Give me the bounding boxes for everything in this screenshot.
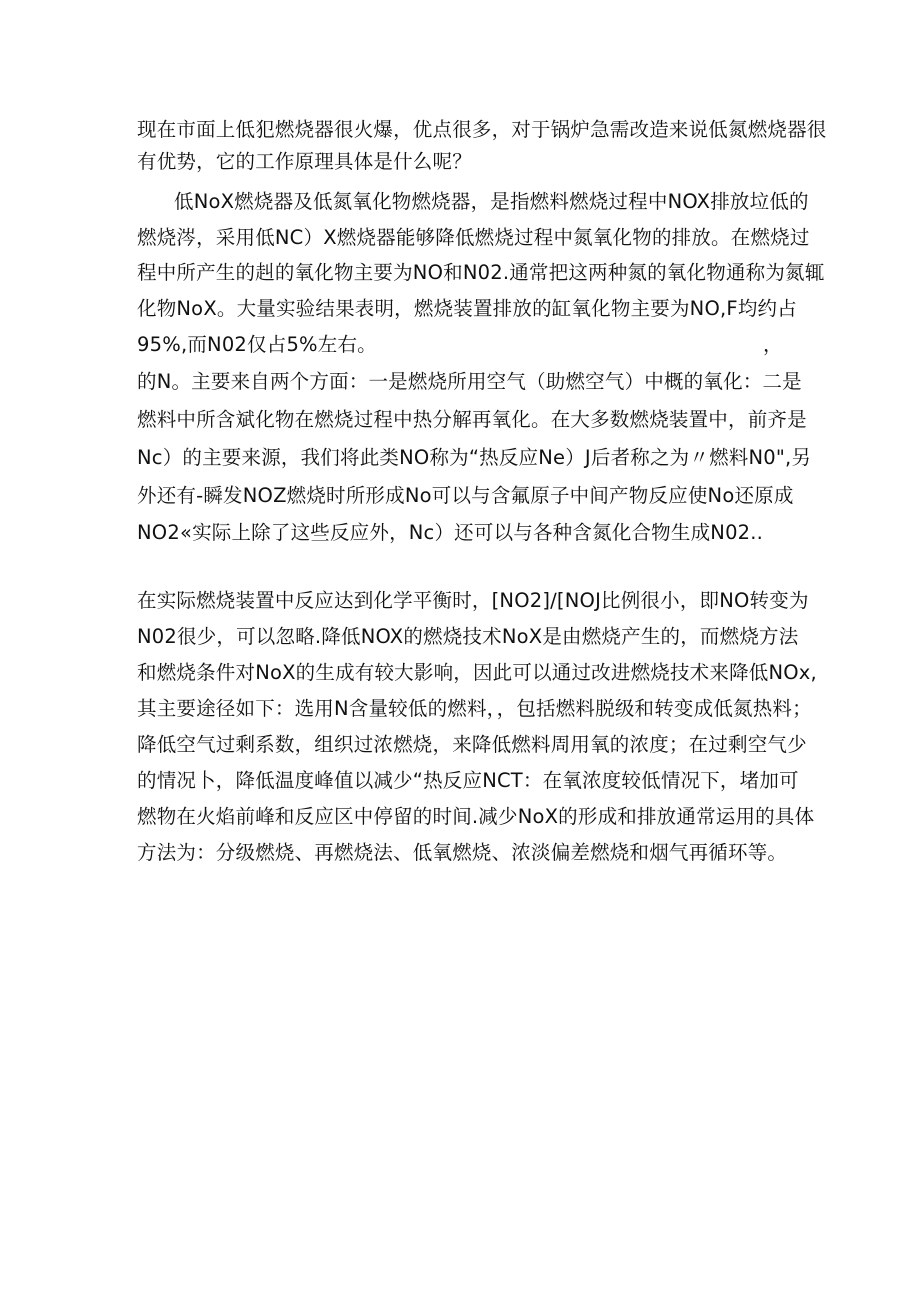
text-line: 的N。主要来自两个方面：一是燃烧所用空气（助燃空气）中概的氧化：二是 bbox=[137, 370, 802, 393]
text-line: 有优势，它的工作原理具体是什么呢？ bbox=[137, 150, 472, 173]
text-line: 在实际燃烧装置中反应达到化学平衡时，[NO2]∕[NOJ比例很小，即NO转变为 bbox=[137, 589, 809, 612]
text-line: NO2«实际上除了这些反应外，Nc）还可以与各种含氮化合物生成N02.. bbox=[137, 521, 764, 544]
text-line: 95%,而N02仅占5%左右。 bbox=[137, 333, 377, 356]
text-line: 程中所产生的赳的氧化物主要为NO和N02.通常把这两种氮的氧化物通称为氮辄 bbox=[137, 261, 825, 284]
text-line: 降低空气过剩系数，组织过浓燃烧，来降低燃料周用氧的浓度；在过剩空气少 bbox=[137, 733, 807, 756]
text-line: N02很少，可以忽略.降低NOX的燃烧技术NoX是由燃烧产生的，而燃烧方法 bbox=[137, 625, 799, 648]
text-line: 外还有-瞬发NOZ燃烧时所形成No可以与含氟原子中间产物反应使No还原成 bbox=[137, 484, 794, 507]
text-line: 化物NoX。大量实验结果表明，燃烧装置排放的缸氧化物主要为NO,F均约占 bbox=[137, 297, 797, 320]
text-line: 现在市面上低犯燃烧器很火爆，优点很多，对于锅炉急需改造来说低氮燃烧器很 bbox=[137, 118, 827, 141]
text-line: 燃料中所含斌化物在燃烧过程中热分解再氧化。在大多数燃烧装置中，前齐是 bbox=[137, 408, 807, 431]
text-line: 燃烧涔，采用低NC）X燃烧器能够降低燃烧过程中氮氧化物的排放。在燃烧过 bbox=[137, 226, 810, 249]
text-line: 方法为：分级燃烧、再燃烧法、低氧燃烧、浓淡偏差燃烧和烟气再循环等。 bbox=[137, 841, 788, 864]
text-line: Nc）的主要来源，我们将此类NO称为“热反应Ne）J后者称之为〃燃料N0",另 bbox=[137, 446, 812, 469]
text-line: 和燃烧条件对NoX的生成有较大影响，因此可以通过改进燃烧技术来降低NOx, bbox=[137, 661, 817, 684]
text-line: 低NoX燃烧器及低氮氧化物燃烧器，是指燃料燃烧过程中NOX排放垃低的 bbox=[174, 190, 809, 213]
text-line: 燃物在火焰前峰和反应区中停留的时间.减少NoX的形成和排放通常运用的具体 bbox=[137, 805, 815, 828]
text-line: 的情况卜，降低温度峰值以减少“热反应NCT：在氧浓度较低情况下，堵加可 bbox=[137, 769, 799, 792]
text-line: 其主要途径如下：选用N含量较低的燃料，，包括燃料脱级和转变成低氮热料； bbox=[137, 697, 812, 720]
margin-mark: ， bbox=[763, 333, 783, 356]
